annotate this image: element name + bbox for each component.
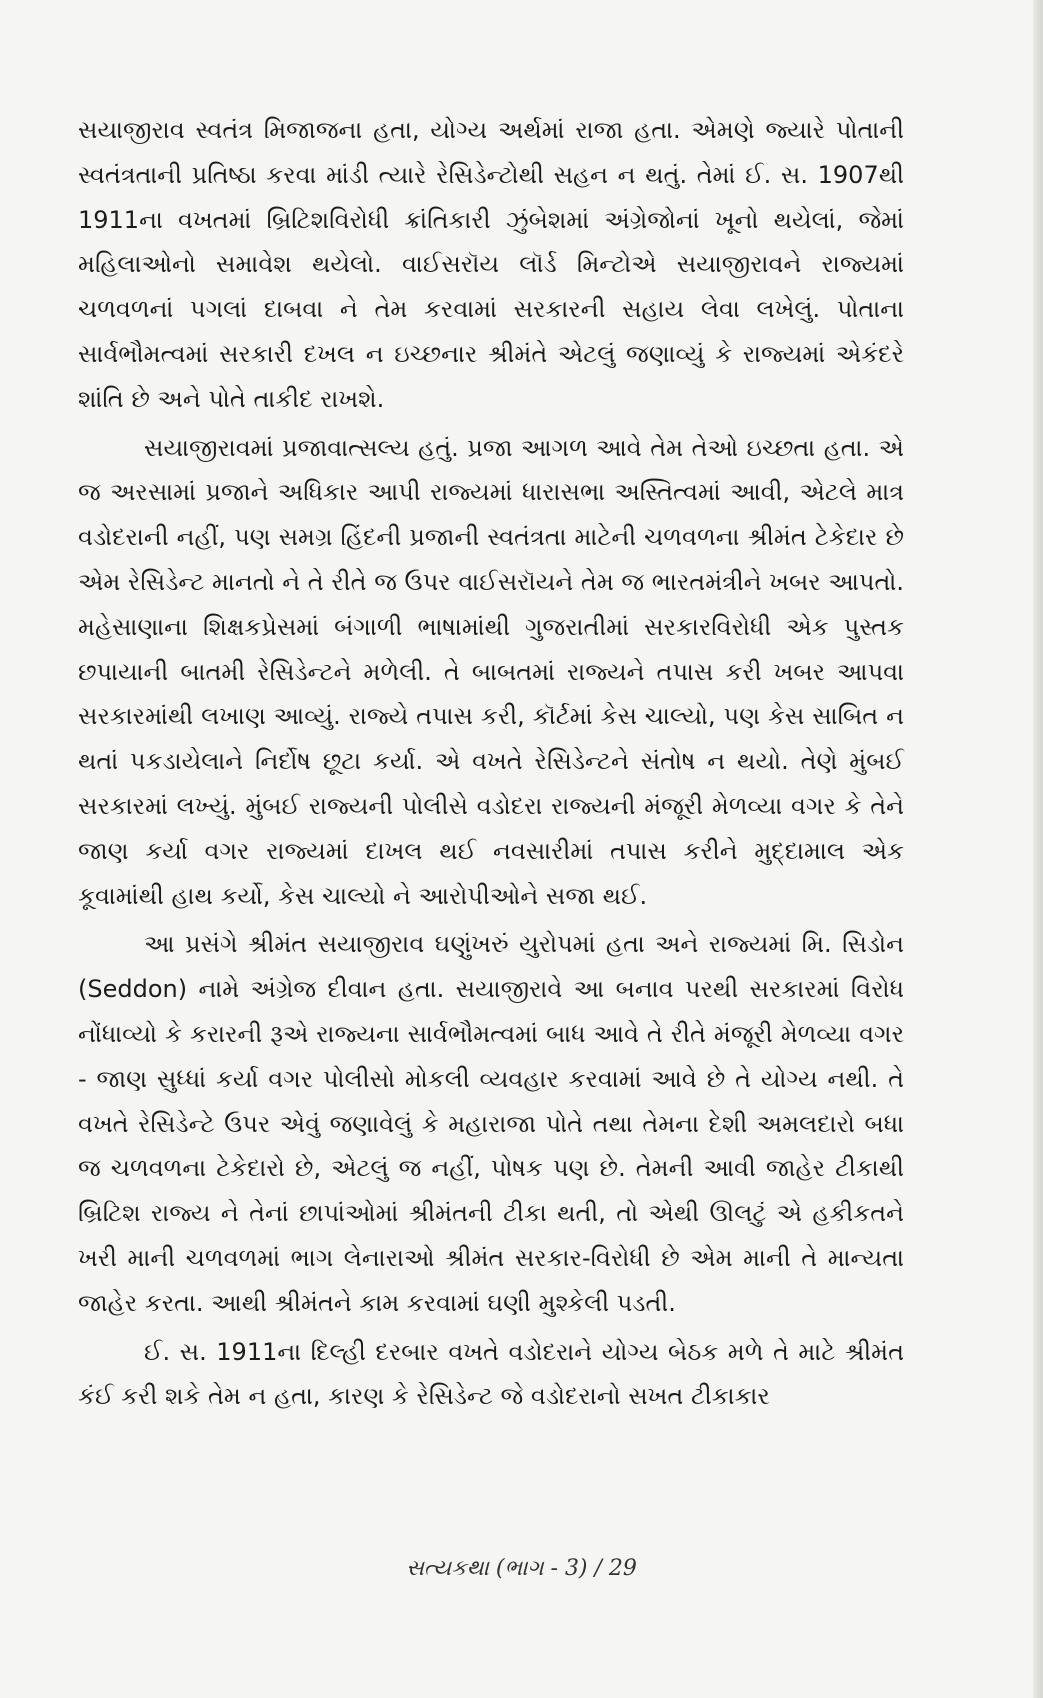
page-footer: સત્યકથા (ભાગ - 3) / 29 [406,1556,637,1581]
paragraph-1: સયાજીરાવ સ્વતંત્ર મિજાજના હતા, યોગ્ય અર્થમાં રાજા હતા. એમણે જ્યારે પોતાની સ્વતંત્રતાની પ્રતિષ્ઠા કરવા માંડી ત્યારે રેસિડેન્ટોથી સહન ન થતું. તેમાં ઈ. સ. 1907થી 1911ના વખતમાં બ્રિટિશવિરોધી ક્રાંતિકારી ઝુંબેશમાં અંગ્રેજોનાં ખૂનો થયેલાં, જેમાં મહિલાઓનો સમાવેશ થયેલો. વાઈસરૉય લૉર્ડ મિન્ટોએ સયાજીરાવને રાજ્યમાં ચળવળનાં પગલાં દાબવા ને તેમ કરવામાં સરકારની સહાય લેવા લખેલું. પોતાના સાર્વભૌમત્વમાં સરકારી દખલ ન ઇચ્છનાર શ્રીમંતે એટલું જણાવ્યું કે રાજ્યમાં એકંદરે શાંતિ છે અને પોતે તાકીદ રાખશે. [78,116,904,413]
paragraph-4: ઈ. સ. 1911ના દિલ્હી દરબાર વખતે વડોદરાને યોગ્ય બેઠક મળે તે માટે શ્રીમંત કંઈ કરી શકે તેમ ન હતા, કારણ કે રેસિડેન્ટ જે વડોદરાનો સખત ટીકાકાર [78,1337,904,1411]
body-text [78,108,904,1419]
page-edge [1033,0,1043,1698]
paragraph-3: આ પ્રસંગે શ્રીમંત સયાજીરાવ ઘણુંખરું યુરોપમાં હતા અને રાજ્યમાં મિ. સિડોન (Seddon) નામે અંગ્રેજ દીવાન હતા. સયાજીરાવે આ બનાવ પરથી સરકારમાં વિરોધ નોંધાવ્યો કે કરારની રૂએ રાજ્યના સાર્વભૌમત્વમાં બાધ આવે તે રીતે મંજૂરી મેળવ્યા વગર - જાણ સુધ્ધાં કર્યા વગર પોલીસો મોકલી વ્યવહાર કરવામાં આવે છે તે યોગ્ય નથી. તે વખતે રેસિડેન્ટે ઉપર એવું જણાવેલું કે મહારાજા પોતે તથા તેમના દેશી અમલદારો બધા જ ચળવળના ટેકેદારો છે, એટલું જ નહીં, પોષક પણ છે. તેમની આવી જાહેર ટીકાથી બ્રિટિશ રાજ્ય ને તેનાં છાપાંઓમાં શ્રીમંતની ટીકા થતી, તો એથી ઊલટું એ હકીકતને ખરી માની ચળવળમાં ભાગ લેનારાઓ શ્રીમંત સરકાર-વિરોધી છે એમ માની તે માન્યતા જાહેર કરતા. આથી શ્રીમંતને કામ કરવામાં ઘણી મુશ્કેલી પડતી. [78,930,904,1317]
paragraph-2: સયાજીરાવમાં પ્રજાવાત્સલ્ય હતું. પ્રજા આગળ આવે તેમ તેઓ ઇચ્છતા હતા. એ જ અરસામાં પ્રજાને અધિકાર આપી રાજ્યમાં ધારાસભા અસ્તિત્વમાં આવી, એટલે માત્ર વડોદરાની નહીં, પણ સમગ્ર હિંદની પ્રજાની સ્વતંત્રતા માટેની ચળવળના શ્રીમંત ટેકેદાર છે એમ રેસિડેન્ટ માનતો ને તે રીતે જ ઉપર વાઈસરૉયને તેમ જ ભારતમંત્રીને ખબર આપતો. મહેસાણાના શિક્ષકપ્રેસમાં બંગાળી ભાષામાંથી ગુજરાતીમાં સરકારવિરોધી એક પુસ્તક છપાયાની બાતમી રેસિડેન્ટને મળેલી. તે બાબતમાં રાજ્યને તપાસ કરી ખબર આપવા સરકારમાંથી લખાણ આવ્યું. રાજ્યે તપાસ કરી, કૉર્ટમાં કેસ ચાલ્યો, પણ કેસ સાબિત ન થતાં પકડાયેલાને નિર્દોષ છૂટા કર્યા. એ વખતે રેસિડેન્ટને સંતોષ ન થયો. તેણે મુંબઈ સરકારમાં લખ્યું. મુંબઈ રાજ્યની પોલીસે વડોદરા રાજ્યની મંજૂરી મેળવ્યા વગર કે તેને જાણ કર્યા વગર રાજ્યમાં દાખલ થઈ નવસારીમાં તપાસ કરીને મુદ્દામાલ એક કૂવામાંથી હાથ કર્યો, કેસ ચાલ્યો ને આરોપીઓને સજા થઈ. [78,433,904,910]
